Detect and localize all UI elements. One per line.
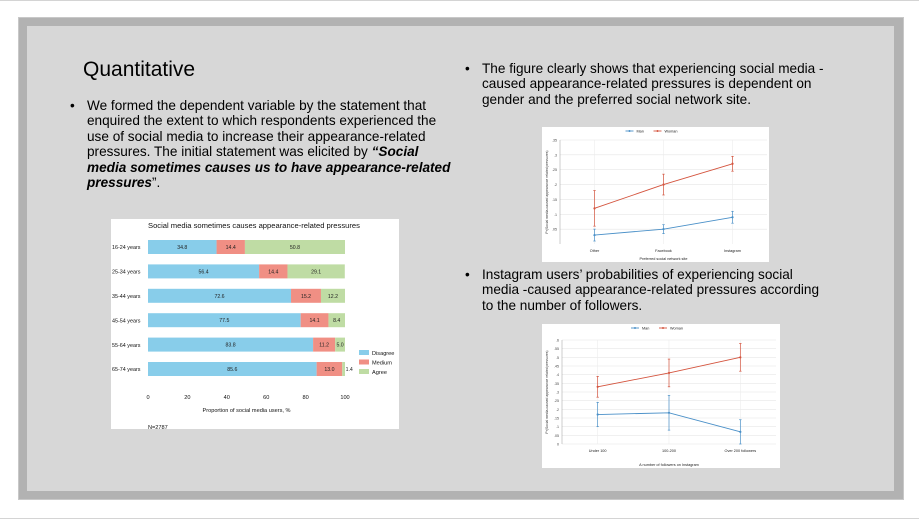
bar-value-label: 12.2: [327, 293, 339, 300]
bar-value-label: 50.8: [289, 245, 301, 251]
legend-swatch: [359, 369, 369, 374]
legend-marker: [662, 327, 664, 329]
category-label: 45-54 years: [112, 318, 141, 325]
bullet-instagram-followers: [465, 267, 827, 313]
bar-value-label: 15.2: [300, 293, 312, 300]
y-tick-label: .15: [554, 416, 559, 421]
bar-value-label: 5.0: [336, 342, 344, 349]
bullet-gender-network: [465, 61, 827, 107]
sample-size-note: N=2787: [148, 425, 168, 429]
bullet-text: We formed the dependent variable by the statement that enquired the extent to which respondents experienced the use of social media to increase their appearance-related pressures. The initial statement was elicited by: [87, 98, 437, 160]
legend-swatch: [359, 360, 369, 365]
category-label: 55-64 years: [112, 342, 141, 349]
data-point: [731, 216, 733, 218]
x-tick-label: Over 200 followers: [724, 449, 757, 453]
legend-label: Woman: [664, 129, 678, 134]
data-point: [731, 163, 733, 165]
x-tick-label: 20: [184, 395, 191, 401]
bar-value-label: 11.2: [319, 342, 329, 349]
y-tick-label: .05: [552, 227, 557, 232]
x-tick-label: 0: [146, 395, 150, 401]
bullet-dependent-variable: [70, 98, 452, 191]
x-tick-label: Instagram: [724, 249, 741, 253]
age-group-bar-chart: [111, 219, 399, 429]
network-line-chart: [542, 127, 769, 262]
data-point: [668, 372, 670, 374]
bar-value-label: 72.6: [214, 293, 225, 300]
y-tick-label: .4: [556, 373, 559, 378]
bar-value-label: 13.0: [324, 367, 335, 373]
bullet-dot: •: [70, 98, 75, 113]
data-point: [597, 386, 599, 388]
bar-value-label: 8.4: [333, 318, 341, 325]
data-point: [593, 234, 595, 236]
x-axis-label: Preferred social network site: [639, 257, 688, 261]
bullet-dot: •: [465, 267, 470, 282]
bar-value-label: 34.8: [177, 245, 188, 251]
legend-marker: [657, 130, 659, 132]
followers-line-chart: [542, 324, 780, 468]
legend-label: Man: [642, 326, 650, 331]
category-label: 65-74 years: [112, 367, 141, 374]
y-tick-label: .1: [554, 212, 557, 217]
y-tick-label: .5: [556, 355, 559, 360]
bullet-dot: •: [465, 61, 470, 76]
legend-label: Medium: [372, 360, 392, 367]
x-axis-label: Proportion of social media users, %: [202, 408, 291, 414]
y-tick-label: .45: [554, 364, 559, 369]
category-label: 35-44 years: [112, 294, 141, 300]
y-axis-label: Pr(Social media-caused appearance related pressures): [545, 350, 549, 434]
bar-value-label: 14.4: [268, 269, 279, 276]
legend-label: Disagree: [372, 351, 395, 357]
y-tick-label: .3: [554, 153, 557, 158]
x-tick-label: Facebook: [655, 249, 672, 253]
bar-value-label: 56.4: [198, 269, 209, 276]
bar-value-label: 77.5: [219, 318, 230, 325]
x-axis-label: A number of followers on Instagram: [639, 463, 699, 467]
x-tick-label: Under 100: [588, 449, 607, 453]
y-tick-label: .25: [554, 399, 559, 404]
legend-label: Woman: [670, 326, 684, 331]
age-group-bar-chart-svg: [111, 219, 399, 429]
legend-marker: [634, 327, 636, 329]
legend-label: Agree: [372, 370, 387, 376]
y-tick-label: .35: [554, 381, 559, 386]
bullet-text-end: ”.: [152, 175, 161, 191]
x-tick-label: 60: [263, 395, 270, 401]
y-tick-label: .25: [552, 168, 557, 173]
bullet-text: The figure clearly shows that experiencing social media -caused appearance-related pressures is dependent on gender and the preferred social network site.: [482, 61, 824, 107]
y-axis-label: Pr(Social media-caused appearance related pressures): [545, 150, 549, 234]
x-tick-label: 100: [340, 395, 350, 401]
data-point: [668, 412, 670, 414]
y-tick-label: .55: [554, 347, 559, 352]
bar-value-label: 85.6: [227, 367, 238, 373]
bar-value-label: 14.4: [225, 245, 236, 251]
followers-line-chart-svg: [542, 324, 780, 468]
x-tick-label: 40: [223, 395, 230, 401]
data-point: [739, 431, 741, 433]
legend-marker: [629, 130, 631, 132]
chart-title: Social media sometimes causes appearance-related pressures: [148, 221, 360, 230]
slide-title: Quantitative: [83, 58, 196, 81]
y-tick-label: .15: [552, 197, 557, 202]
bar-segment-agree: [342, 362, 345, 376]
data-point: [593, 207, 595, 209]
network-line-chart-svg: [542, 127, 769, 262]
top-divider: [0, 0, 919, 1]
y-tick-label: .3: [556, 390, 559, 395]
bullet-text: Instagram users’ probabilities of experiencing social media -caused appearance-related pressures according to the number of followers.: [482, 267, 820, 313]
x-tick-label: 100-200: [662, 449, 676, 453]
y-tick-label: .2: [556, 407, 559, 412]
bar-value-label: 29.1: [311, 269, 322, 276]
legend-label: Man: [636, 129, 644, 134]
y-tick-label: .1: [556, 425, 559, 430]
y-tick-label: .2: [554, 183, 557, 188]
category-label: 25-34 years: [112, 269, 141, 276]
x-tick-label: Other: [589, 249, 600, 253]
category-label: 16-24 years: [112, 245, 141, 252]
bullet-emphasis: “Social media sometimes causes us to have appearance-related pressures: [87, 144, 451, 191]
y-tick-label: 0: [557, 442, 559, 447]
bar-value-label: 14.1: [309, 318, 320, 325]
data-point: [739, 356, 741, 358]
bar-value-label: 1.4: [345, 367, 353, 373]
bar-value-label: 83.8: [225, 342, 236, 349]
y-tick-label: .05: [554, 433, 559, 438]
y-tick-label: .6: [556, 338, 559, 343]
legend-swatch: [359, 350, 369, 355]
data-point: [662, 228, 664, 230]
data-point: [597, 413, 599, 415]
y-tick-label: .35: [552, 138, 557, 143]
bottom-divider: [0, 518, 919, 519]
x-tick-label: 80: [302, 395, 309, 401]
data-point: [662, 183, 664, 185]
